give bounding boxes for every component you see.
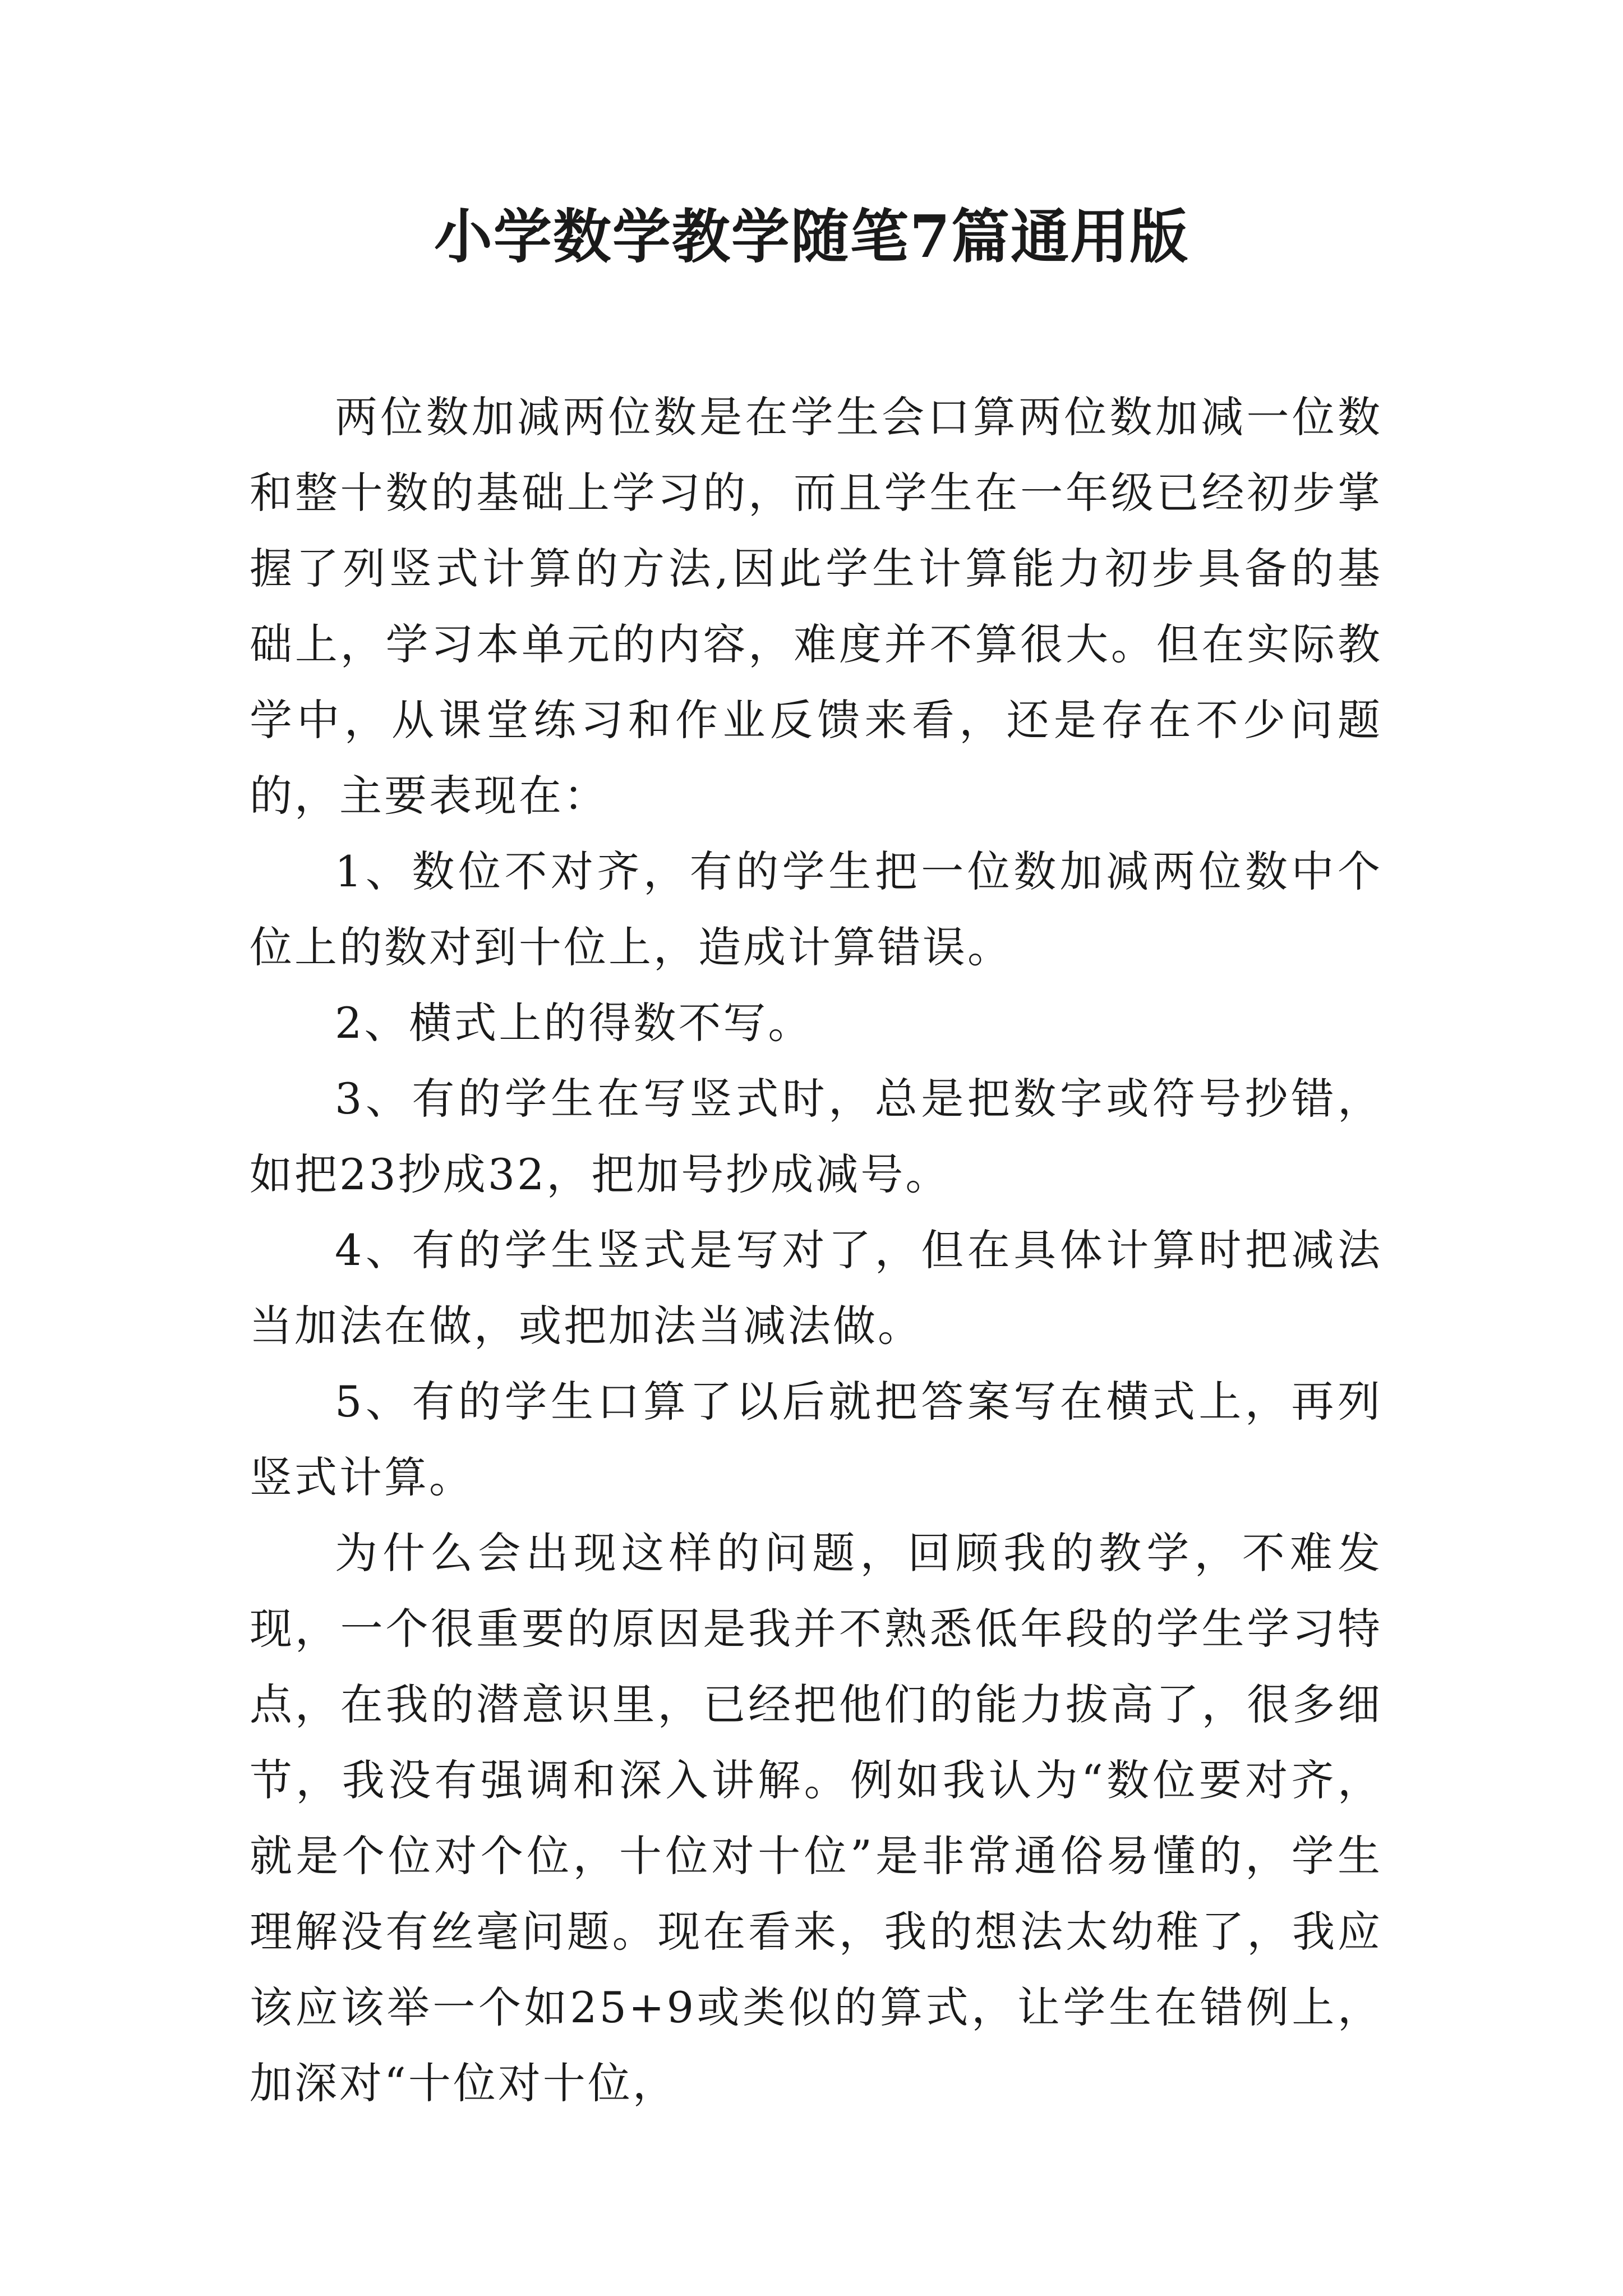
- paragraph-item-2: 2、横式上的得数不写。: [335, 998, 813, 1048]
- paragraph-intro: 两位数加减两位数是在学生会口算两位数加减一位数和整十数的基础上学习的，而且学生在一年级已经初步掌握了列竖式计算的方法,因此学生计算能力初步具备的基础上，学习本单元的内容，难度并不算很大。但在实际教学中，从课堂练习和作业反馈来看，还是存在不少问题的，主要表现在：: [250, 392, 1382, 821]
- paragraph-item-4: 4、有的学生竖式是写对了，但在具体计算时把减法当加法在做，或把加法当减法做。: [250, 1225, 1382, 1351]
- paragraph-item-3: 3、有的学生在写竖式时，总是把数字或符号抄错，如把23抄成32，把加号抄成减号。: [250, 1074, 1382, 1199]
- paragraph-item-5: 5、有的学生口算了以后就把答案写在横式上，再列竖式计算。: [250, 1377, 1382, 1502]
- document-title: 小学数学教学随笔7篇通用版: [434, 202, 1189, 271]
- paragraph-item-1: 1、数位不对齐，有的学生把一位数加减两位数中个位上的数对到十位上，造成计算错误。: [250, 846, 1382, 972]
- document-body: [250, 379, 1382, 2121]
- paragraph-reflection: 为什么会出现这样的问题，回顾我的教学，不难发现，一个很重要的原因是我并不熟悉低年段的学生学习特点，在我的潜意识里，已经把他们的能力拔高了，很多细节，我没有强调和深入讲解。例如我认为“数位要对齐，就是个位对个位，十位对十位”是非常通俗易懂的，学生理解没有丝毫问题。现在看来，我的想法太幼稚了，我应该应该举一个如25+9或类似的算式，让学生在错例上，加深对“十位对十位，: [250, 1528, 1382, 2108]
